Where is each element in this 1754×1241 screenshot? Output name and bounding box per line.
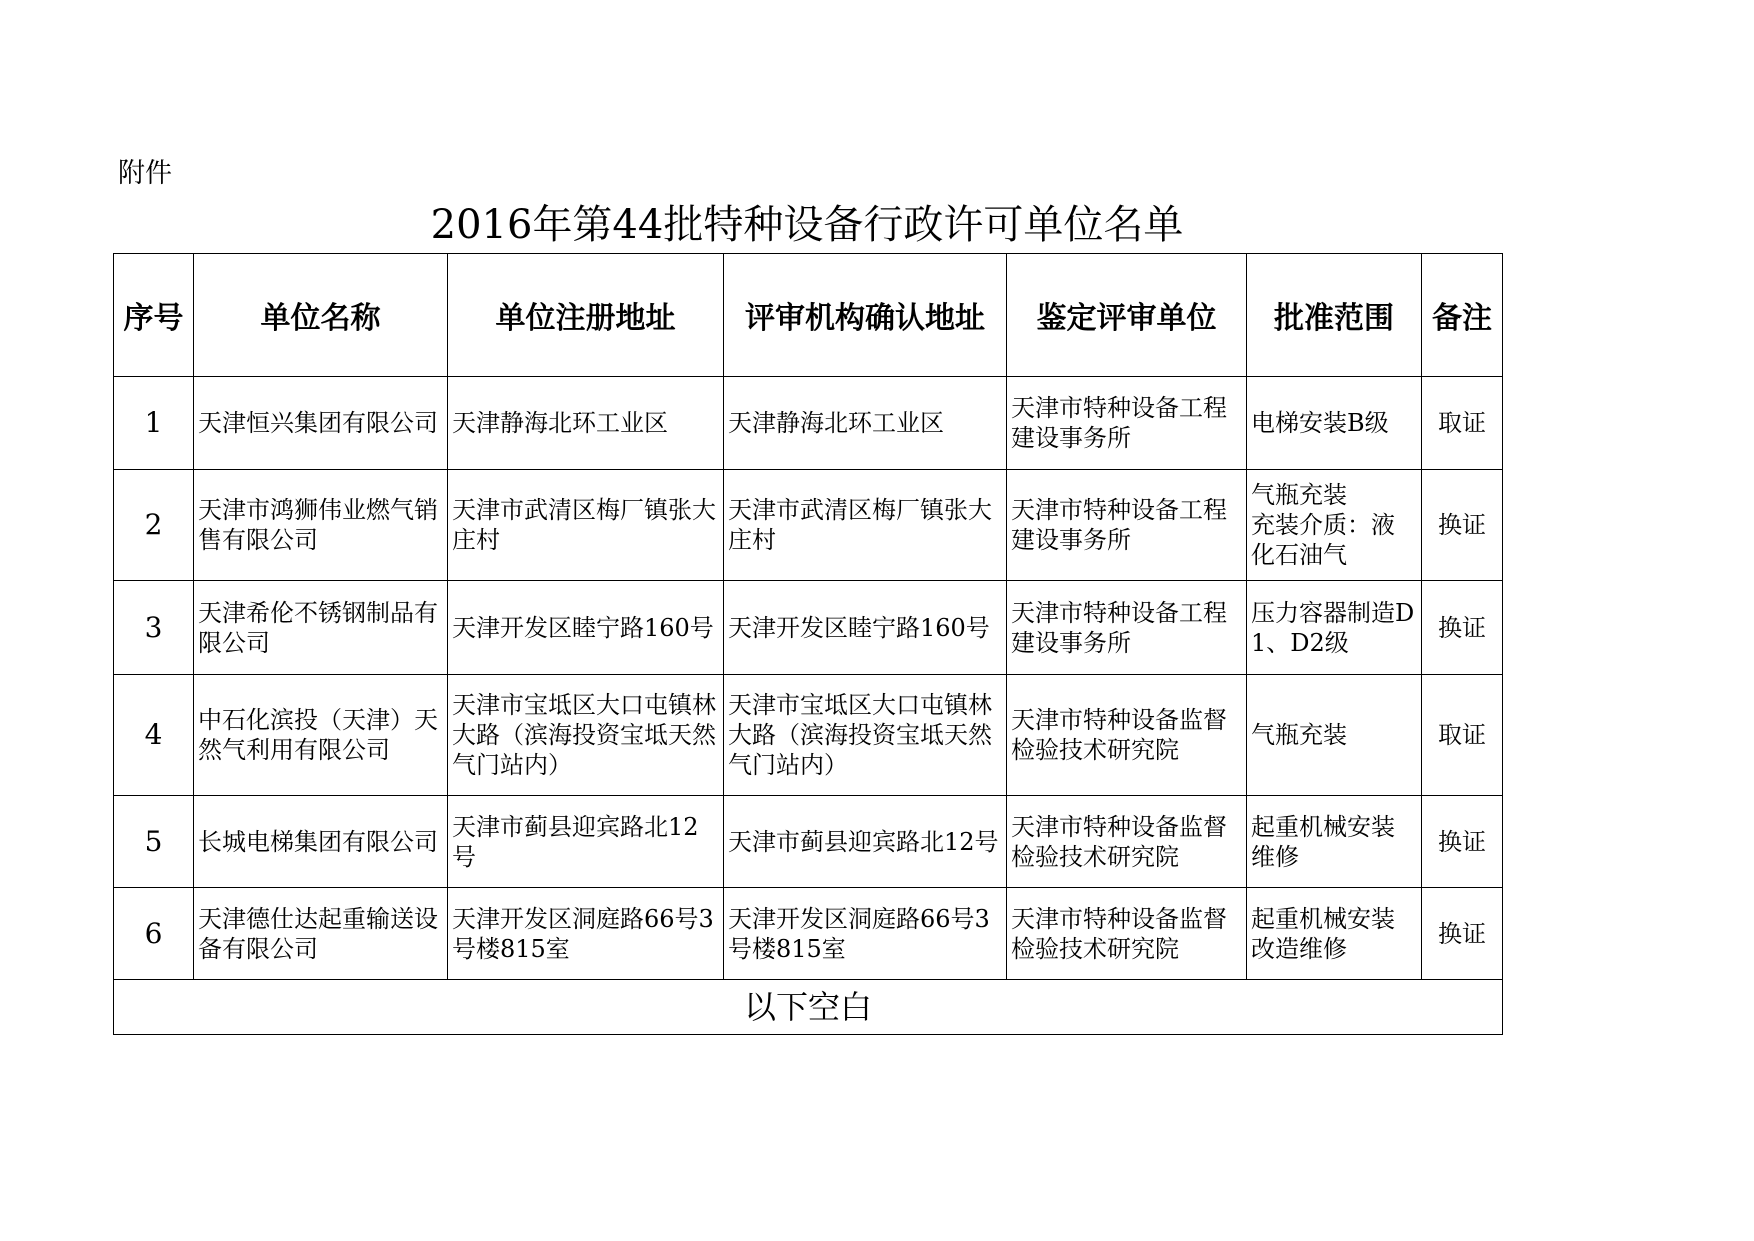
row-approved-scope: 压力容器制造D1、D2级 <box>1247 581 1422 675</box>
row-remarks: 换证 <box>1422 888 1503 980</box>
header-approved-scope: 批准范围 <box>1247 254 1422 377</box>
table-footer-row <box>114 980 1503 1035</box>
row-unit-name: 天津市鸿狮伟业燃气销售有限公司 <box>194 470 448 581</box>
row-seq: 5 <box>114 796 194 888</box>
row-review-unit: 天津市特种设备监督检验技术研究院 <box>1007 675 1247 796</box>
table-header-row <box>114 254 1503 377</box>
row-seq: 3 <box>114 581 194 675</box>
row-unit-name: 天津恒兴集团有限公司 <box>194 377 448 470</box>
row-registered-address: 天津开发区睦宁路160号 <box>448 581 724 675</box>
row-seq: 4 <box>114 675 194 796</box>
row-review-unit: 天津市特种设备工程建设事务所 <box>1007 377 1247 470</box>
blank-below-note: 以下空白 <box>114 980 1503 1035</box>
attachment-label: 附件 <box>118 158 172 189</box>
header-seq: 序号 <box>114 254 194 377</box>
row-seq: 2 <box>114 470 194 581</box>
header-review-unit: 鉴定评审单位 <box>1007 254 1247 377</box>
row-review-unit: 天津市特种设备监督检验技术研究院 <box>1007 796 1247 888</box>
row-remarks: 换证 <box>1422 581 1503 675</box>
row-review-address: 天津市蓟县迎宾路北12号 <box>724 796 1007 888</box>
row-review-unit: 天津市特种设备监督检验技术研究院 <box>1007 888 1247 980</box>
row-approved-scope: 气瓶充装 充装介质：液化石油气 <box>1247 470 1422 581</box>
row-seq: 1 <box>114 377 194 470</box>
row-review-address: 天津静海北环工业区 <box>724 377 1007 470</box>
row-remarks: 换证 <box>1422 796 1503 888</box>
table-row <box>114 796 1503 888</box>
row-review-address: 天津开发区睦宁路160号 <box>724 581 1007 675</box>
header-remarks: 备注 <box>1422 254 1503 377</box>
row-review-unit: 天津市特种设备工程建设事务所 <box>1007 581 1247 675</box>
row-registered-address: 天津市宝坻区大口屯镇林大路（滨海投资宝坻天然气门站内） <box>448 675 724 796</box>
row-registered-address: 天津市武清区梅厂镇张大庄村 <box>448 470 724 581</box>
row-review-unit: 天津市特种设备工程建设事务所 <box>1007 470 1247 581</box>
row-approved-scope: 气瓶充装 <box>1247 675 1422 796</box>
row-review-address: 天津开发区洞庭路66号3号楼815室 <box>724 888 1007 980</box>
row-remarks: 换证 <box>1422 470 1503 581</box>
row-unit-name: 天津德仕达起重输送设备有限公司 <box>194 888 448 980</box>
table-row <box>114 888 1503 980</box>
row-review-address: 天津市宝坻区大口屯镇林大路（滨海投资宝坻天然气门站内） <box>724 675 1007 796</box>
row-unit-name: 天津希伦不锈钢制品有限公司 <box>194 581 448 675</box>
header-unit-name: 单位名称 <box>194 254 448 377</box>
document-title: 2016年第44批特种设备行政许可单位名单 <box>430 202 1184 248</box>
header-review-address: 评审机构确认地址 <box>724 254 1007 377</box>
table-row <box>114 581 1503 675</box>
row-unit-name: 中石化滨投（天津）天然气利用有限公司 <box>194 675 448 796</box>
row-registered-address: 天津静海北环工业区 <box>448 377 724 470</box>
license-table <box>113 253 1503 1035</box>
table-row <box>114 675 1503 796</box>
table-row <box>114 377 1503 470</box>
row-remarks: 取证 <box>1422 377 1503 470</box>
row-registered-address: 天津开发区洞庭路66号3号楼815室 <box>448 888 724 980</box>
row-registered-address: 天津市蓟县迎宾路北12号 <box>448 796 724 888</box>
row-approved-scope: 起重机械安装改造维修 <box>1247 888 1422 980</box>
row-approved-scope: 电梯安装B级 <box>1247 377 1422 470</box>
row-seq: 6 <box>114 888 194 980</box>
header-registered-address: 单位注册地址 <box>448 254 724 377</box>
row-unit-name: 长城电梯集团有限公司 <box>194 796 448 888</box>
row-remarks: 取证 <box>1422 675 1503 796</box>
table-row <box>114 470 1503 581</box>
row-review-address: 天津市武清区梅厂镇张大庄村 <box>724 470 1007 581</box>
row-approved-scope: 起重机械安装维修 <box>1247 796 1422 888</box>
